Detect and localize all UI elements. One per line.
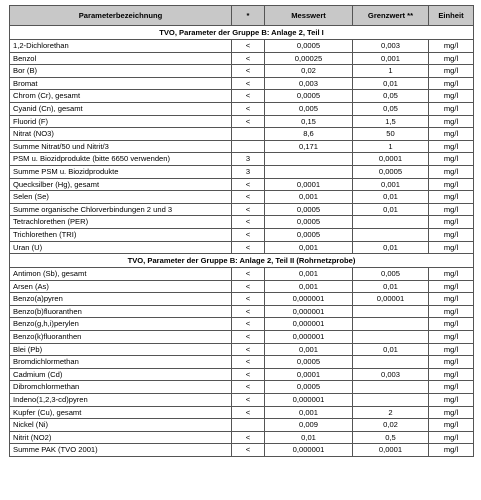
table-row xyxy=(10,153,474,166)
flag-cell: < xyxy=(232,293,265,306)
flag-cell xyxy=(232,140,265,153)
grenzwert-cell: 0,01 xyxy=(353,203,429,216)
table-row xyxy=(10,268,474,281)
parameter-cell: Benzo(g,h,i)perylen xyxy=(10,318,232,331)
grenzwert-cell: 0,0001 xyxy=(353,444,429,457)
parameter-cell: Summe Nitrat/50 und Nitrit/3 xyxy=(10,140,232,153)
grenzwert-cell: 0,01 xyxy=(353,241,429,254)
table-row xyxy=(10,40,474,53)
grenzwert-cell: 50 xyxy=(353,128,429,141)
grenzwert-cell: 0,05 xyxy=(353,90,429,103)
flag-cell: < xyxy=(232,331,265,344)
table-row xyxy=(10,191,474,204)
grenzwert-cell: 0,5 xyxy=(353,431,429,444)
einheit-cell: mg/l xyxy=(429,203,474,216)
grenzwert-cell: 0,01 xyxy=(353,280,429,293)
table-row xyxy=(10,203,474,216)
parameter-cell: Nitrit (NO2) xyxy=(10,431,232,444)
messwert-cell: 0,171 xyxy=(265,140,353,153)
einheit-cell: mg/l xyxy=(429,128,474,141)
flag-cell: < xyxy=(232,191,265,204)
section-row xyxy=(10,26,474,40)
parameter-cell: Benzo(b)fluoranthen xyxy=(10,305,232,318)
messwert-cell: 0,0005 xyxy=(265,356,353,369)
parameter-cell: Chrom (Cr), gesamt xyxy=(10,90,232,103)
messwert-cell: 0,000001 xyxy=(265,318,353,331)
grenzwert-cell: 0,003 xyxy=(353,368,429,381)
header-einheit: Einheit xyxy=(429,6,474,26)
grenzwert-cell xyxy=(353,356,429,369)
flag-cell: 3 xyxy=(232,153,265,166)
flag-cell: < xyxy=(232,394,265,407)
einheit-cell: mg/l xyxy=(429,431,474,444)
parameter-cell: Uran (U) xyxy=(10,241,232,254)
einheit-cell: mg/l xyxy=(429,165,474,178)
einheit-cell: mg/l xyxy=(429,368,474,381)
table-row xyxy=(10,368,474,381)
einheit-cell: mg/l xyxy=(429,153,474,166)
parameter-cell: Arsen (As) xyxy=(10,280,232,293)
grenzwert-cell xyxy=(353,381,429,394)
einheit-cell: mg/l xyxy=(429,268,474,281)
table-row xyxy=(10,419,474,432)
parameter-cell: Cadmium (Cd) xyxy=(10,368,232,381)
parameter-cell: Antimon (Sb), gesamt xyxy=(10,268,232,281)
parameter-cell: Tetrachlorethen (PER) xyxy=(10,216,232,229)
parameter-cell: Summe organische Chlorverbindungen 2 und 3 xyxy=(10,203,232,216)
grenzwert-cell: 0,02 xyxy=(353,419,429,432)
grenzwert-cell: 1 xyxy=(353,140,429,153)
grenzwert-cell: 0,0005 xyxy=(353,165,429,178)
messwert-cell: 0,0005 xyxy=(265,203,353,216)
report-sheet xyxy=(9,5,473,457)
table-row xyxy=(10,52,474,65)
grenzwert-cell: 0,0001 xyxy=(353,153,429,166)
table-row xyxy=(10,128,474,141)
einheit-cell: mg/l xyxy=(429,65,474,78)
parameter-cell: Nitrat (NO3) xyxy=(10,128,232,141)
messwert-cell xyxy=(265,153,353,166)
flag-cell: < xyxy=(232,216,265,229)
grenzwert-cell xyxy=(353,216,429,229)
parameter-cell: Benzol xyxy=(10,52,232,65)
flag-cell: < xyxy=(232,431,265,444)
grenzwert-cell: 0,003 xyxy=(353,40,429,53)
flag-cell xyxy=(232,419,265,432)
header-row xyxy=(10,6,474,26)
einheit-cell: mg/l xyxy=(429,293,474,306)
einheit-cell: mg/l xyxy=(429,115,474,128)
messwert-cell: 0,000001 xyxy=(265,305,353,318)
messwert-cell: 0,0005 xyxy=(265,228,353,241)
parameter-cell: Bromat xyxy=(10,77,232,90)
einheit-cell: mg/l xyxy=(429,228,474,241)
grenzwert-cell: 1,5 xyxy=(353,115,429,128)
einheit-cell: mg/l xyxy=(429,343,474,356)
messwert-cell: 0,003 xyxy=(265,77,353,90)
flag-cell: < xyxy=(232,305,265,318)
einheit-cell: mg/l xyxy=(429,419,474,432)
einheit-cell: mg/l xyxy=(429,77,474,90)
parameter-cell: Benzo(k)fluoranthen xyxy=(10,331,232,344)
flag-cell: < xyxy=(232,343,265,356)
table-row xyxy=(10,241,474,254)
messwert-cell: 0,001 xyxy=(265,268,353,281)
parameter-cell: PSM u. Biozidprodukte (bitte 6650 verwenden) xyxy=(10,153,232,166)
parameter-cell: Summe PSM u. Biozidprodukte xyxy=(10,165,232,178)
messwert-cell: 0,000001 xyxy=(265,293,353,306)
flag-cell: < xyxy=(232,228,265,241)
messwert-cell: 0,01 xyxy=(265,431,353,444)
flag-cell: < xyxy=(232,90,265,103)
messwert-cell: 0,009 xyxy=(265,419,353,432)
flag-cell: < xyxy=(232,356,265,369)
einheit-cell: mg/l xyxy=(429,102,474,115)
messwert-cell: 0,0005 xyxy=(265,381,353,394)
einheit-cell: mg/l xyxy=(429,381,474,394)
einheit-cell: mg/l xyxy=(429,191,474,204)
table-row xyxy=(10,444,474,457)
flag-cell: < xyxy=(232,280,265,293)
table-row xyxy=(10,431,474,444)
messwert-cell: 0,02 xyxy=(265,65,353,78)
flag-cell: < xyxy=(232,406,265,419)
table-row xyxy=(10,178,474,191)
header-parameter: Parameterbezeichnung xyxy=(10,6,232,26)
grenzwert-cell: 0,01 xyxy=(353,77,429,90)
flag-cell: < xyxy=(232,368,265,381)
messwert-cell: 0,0005 xyxy=(265,90,353,103)
einheit-cell: mg/l xyxy=(429,444,474,457)
parameter-cell: Bromdichlormethan xyxy=(10,356,232,369)
messwert-cell: 0,0005 xyxy=(265,216,353,229)
flag-cell: < xyxy=(232,203,265,216)
einheit-cell: mg/l xyxy=(429,305,474,318)
parameter-cell: Cyanid (Cn), gesamt xyxy=(10,102,232,115)
parameter-table xyxy=(9,5,474,457)
flag-cell: < xyxy=(232,444,265,457)
table-row xyxy=(10,216,474,229)
messwert-cell: 0,001 xyxy=(265,406,353,419)
table-row xyxy=(10,381,474,394)
parameter-cell: Quecksilber (Hg), gesamt xyxy=(10,178,232,191)
parameter-cell: Trichlorethen (TRI) xyxy=(10,228,232,241)
messwert-cell xyxy=(265,165,353,178)
flag-cell: < xyxy=(232,115,265,128)
grenzwert-cell: 0,01 xyxy=(353,191,429,204)
parameter-cell: Nickel (Ni) xyxy=(10,419,232,432)
einheit-cell: mg/l xyxy=(429,140,474,153)
einheit-cell: mg/l xyxy=(429,52,474,65)
table-row xyxy=(10,394,474,407)
flag-cell: < xyxy=(232,268,265,281)
parameter-cell: Selen (Se) xyxy=(10,191,232,204)
flag-cell: < xyxy=(232,40,265,53)
table-row xyxy=(10,77,474,90)
einheit-cell: mg/l xyxy=(429,331,474,344)
table-row xyxy=(10,140,474,153)
messwert-cell: 0,0005 xyxy=(265,40,353,53)
section-title: TVO, Parameter der Gruppe B: Anlage 2, Teil II (Rohrnetzprobe) xyxy=(10,254,474,268)
flag-cell: 3 xyxy=(232,165,265,178)
header-messwert: Messwert xyxy=(265,6,353,26)
einheit-cell: mg/l xyxy=(429,216,474,229)
einheit-cell: mg/l xyxy=(429,406,474,419)
messwert-cell: 0,005 xyxy=(265,102,353,115)
grenzwert-cell xyxy=(353,318,429,331)
grenzwert-cell xyxy=(353,305,429,318)
grenzwert-cell: 0,001 xyxy=(353,178,429,191)
einheit-cell: mg/l xyxy=(429,356,474,369)
table-row xyxy=(10,65,474,78)
table-row xyxy=(10,406,474,419)
section-title: TVO, Parameter der Gruppe B: Anlage 2, Teil I xyxy=(10,26,474,40)
grenzwert-cell: 0,001 xyxy=(353,52,429,65)
header-flag: * xyxy=(232,6,265,26)
grenzwert-cell: 0,01 xyxy=(353,343,429,356)
messwert-cell: 8,6 xyxy=(265,128,353,141)
flag-cell: < xyxy=(232,102,265,115)
einheit-cell: mg/l xyxy=(429,280,474,293)
messwert-cell: 0,001 xyxy=(265,343,353,356)
einheit-cell: mg/l xyxy=(429,178,474,191)
table-row xyxy=(10,305,474,318)
table-row xyxy=(10,165,474,178)
table-row xyxy=(10,280,474,293)
messwert-cell: 0,001 xyxy=(265,241,353,254)
table-row xyxy=(10,228,474,241)
table-row xyxy=(10,115,474,128)
parameter-cell: Benzo(a)pyren xyxy=(10,293,232,306)
table-row xyxy=(10,90,474,103)
parameter-cell: 1,2-Dichlorethan xyxy=(10,40,232,53)
parameter-cell: Kupfer (Cu), gesamt xyxy=(10,406,232,419)
messwert-cell: 0,0001 xyxy=(265,368,353,381)
parameter-cell: Indeno(1,2,3-cd)pyren xyxy=(10,394,232,407)
table-body xyxy=(10,26,474,457)
table-row xyxy=(10,343,474,356)
parameter-cell: Blei (Pb) xyxy=(10,343,232,356)
table-row xyxy=(10,102,474,115)
flag-cell: < xyxy=(232,318,265,331)
messwert-cell: 0,001 xyxy=(265,280,353,293)
grenzwert-cell: 0,005 xyxy=(353,268,429,281)
einheit-cell: mg/l xyxy=(429,40,474,53)
messwert-cell: 0,000001 xyxy=(265,331,353,344)
section-row xyxy=(10,254,474,268)
table-row xyxy=(10,318,474,331)
header-grenzwert: Grenzwert ** xyxy=(353,6,429,26)
grenzwert-cell xyxy=(353,331,429,344)
parameter-cell: Summe PAK (TVO 2001) xyxy=(10,444,232,457)
grenzwert-cell: 1 xyxy=(353,65,429,78)
einheit-cell: mg/l xyxy=(429,241,474,254)
messwert-cell: 0,0001 xyxy=(265,178,353,191)
einheit-cell: mg/l xyxy=(429,318,474,331)
flag-cell: < xyxy=(232,381,265,394)
flag-cell: < xyxy=(232,65,265,78)
flag-cell: < xyxy=(232,77,265,90)
table-row xyxy=(10,331,474,344)
messwert-cell: 0,000001 xyxy=(265,444,353,457)
grenzwert-cell xyxy=(353,394,429,407)
messwert-cell: 0,15 xyxy=(265,115,353,128)
parameter-cell: Dibromchlormethan xyxy=(10,381,232,394)
flag-cell xyxy=(232,128,265,141)
grenzwert-cell xyxy=(353,228,429,241)
einheit-cell: mg/l xyxy=(429,90,474,103)
einheit-cell: mg/l xyxy=(429,394,474,407)
flag-cell: < xyxy=(232,178,265,191)
grenzwert-cell: 0,00001 xyxy=(353,293,429,306)
table-row xyxy=(10,293,474,306)
grenzwert-cell: 2 xyxy=(353,406,429,419)
messwert-cell: 0,000001 xyxy=(265,394,353,407)
table-row xyxy=(10,356,474,369)
flag-cell: < xyxy=(232,52,265,65)
parameter-cell: Fluorid (F) xyxy=(10,115,232,128)
messwert-cell: 0,00025 xyxy=(265,52,353,65)
grenzwert-cell: 0,05 xyxy=(353,102,429,115)
messwert-cell: 0,001 xyxy=(265,191,353,204)
parameter-cell: Bor (B) xyxy=(10,65,232,78)
flag-cell: < xyxy=(232,241,265,254)
